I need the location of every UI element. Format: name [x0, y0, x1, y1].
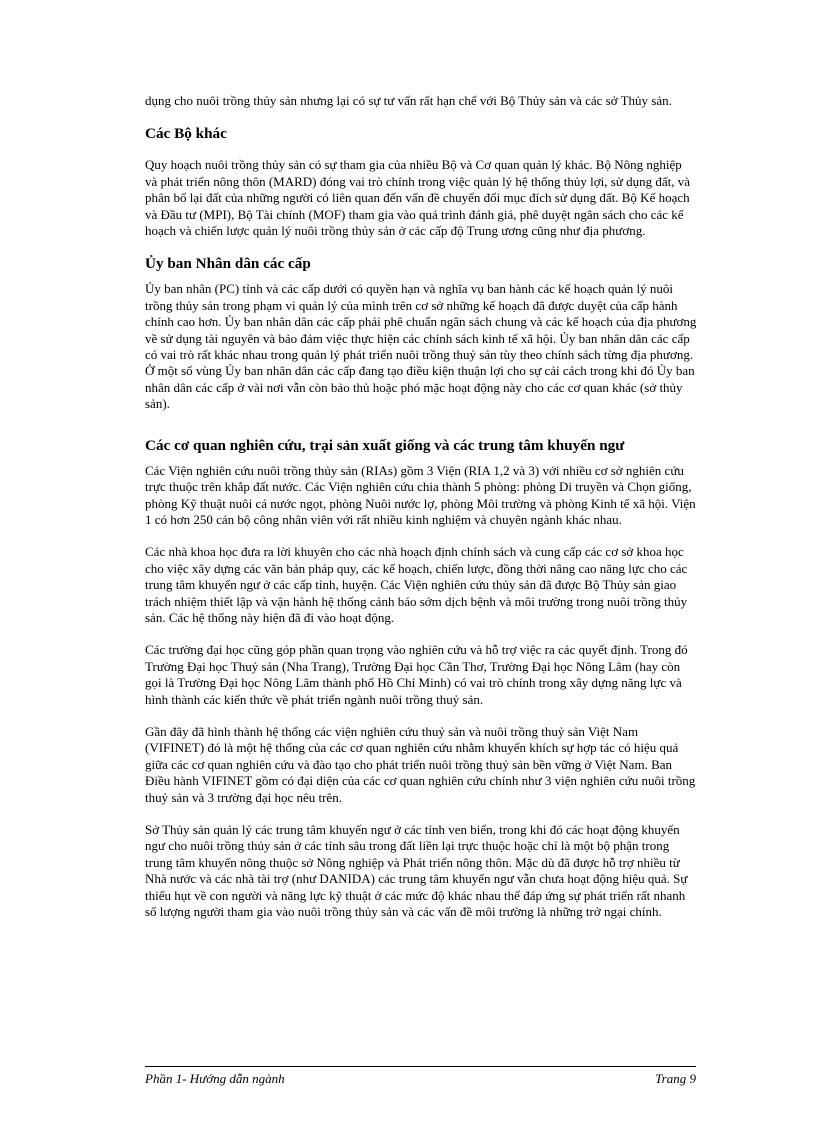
paragraph-khuyen-ngu: Sở Thủy sản quản lý các trung tâm khuyến ngư ở các tỉnh ven biển, trong khi đó các hoạt động khuyến ngư cho nuôi trồng thủy sản ở các tỉnh sâu trong đất liền lại trực thuộc hoặc chỉ là một bộ phận trong trung tâm khuyến nông thuộc sở Nông nghiệp và Phát triển nông thôn. Mặc dù đã được hỗ trợ nhiều từ Nhà nước và các nhà tài trợ (như DANIDA) các trung tâm khuyến ngư vẫn chưa hoạt động hiệu quả. Sự thiếu hụt về con người và năng lực kỹ thuật ở các mức độ khác nhau thể đáp ứng sự phát triển rất nhanh số lượng người tham gia vào nuôi trồng thủy sản và các vấn đề môi trường là những trở ngại chính. [145, 822, 688, 920]
paragraph-vifinet: Gần đây đã hình thành hệ thống các viện nghiên cứu thuỷ sản và nuôi trồng thuỷ sản Việt Nam (VIFINET) đó là một hệ thống của các cơ quan nghiên cứu nhằm khuyến khích sự hợp tác có hiệu quả giữa các cơ quan nghiên cứu và đào tạo cho phát triển nuôi trồng thuỷ sản bền vững ở Việt Nam. Ban Điều hành VIFINET gồm có đại diện của các cơ quan nghiên cứu chính như 3 viện nghiên cứu nuôi trồng thuỷ sản và 3 trường đại học nêu trên. [145, 723, 696, 805]
paragraph-nha-khoa-hoc: Các nhà khoa học đưa ra lời khuyên cho các nhà hoạch định chính sách và cung cấp các cơ sở khoa học cho việc xây dựng các văn bản pháp quy, các kế hoạch, chiến lược, đồng thời nâng cao năng lực cho các trung tâm khuyến ngư ở các cấp tỉnh, huyện. Các Viện nghiên cứu thủy sản đã được Bộ Thủy sản giao trách nhiệm thiết lập và vận hành hệ thống cảnh báo sớm dịch bệnh và môi trường trong nuôi trồng thủy sản. Các hệ thống này hiện đã đi vào hoạt động. [145, 544, 688, 625]
heading-uy-ban-nhan-dan: Ủy ban Nhân dân các cấp [145, 255, 311, 273]
page-footer [145, 1066, 696, 1087]
paragraph-truong-dai-hoc: Các trường đại học cũng góp phần quan trọng vào nghiên cứu và hỗ trợ việc ra các quyết định. Trong đó Trường Đại học Thuỷ sản (Nha Trang), Trường Đại học Cần Thơ, Trường Đại học Nông Lâm (hay còn gọi là Trường Đại học Nông Lâm thành phố Hồ Chí Minh) có vai trò chính trong xây dựng năng lực và hình thành các kiến thức về phát triển ngành nuôi trồng thuỷ sản. [145, 642, 688, 707]
heading-co-quan-nghien-cuu: Các cơ quan nghiên cứu, trại sản xuất giống và các trung tâm khuyến ngư [145, 436, 625, 454]
intro-paragraph: dụng cho nuôi trồng thủy sản nhưng lại có sự tư vấn rất hạn chế với Bộ Thủy sản và các sở Thủy sản. [145, 93, 672, 108]
paragraph-cac-bo-khac: Quy hoạch nuôi trồng thủy sản có sự tham gia của nhiều Bộ và Cơ quan quản lý khác. Bộ Nông nghiệp và phát triển nông thôn (MARD) đóng vai trò chính trong việc quản lý hệ thống thủy lợi, sử dụng đất, và phân bổ lại đất của những người có liên quan đến vấn đề chuyển đổi mục đích sử dụng đất. Bộ Kế hoạch và Đầu tư (MPI), Bộ Tài chính (MOF) tham gia vào quá trình đánh giá, phê duyệt ngân sách cho các kế hoạch và chiến lược quản lý nuôi trồng thủy sản ở các cấp độ Trung ương cũng như địa phương. [145, 157, 691, 239]
document-body [145, 93, 697, 920]
heading-cac-bo-khac: Các Bộ khác [145, 125, 227, 143]
paragraph-vien-nghien-cuu: Các Viện nghiên cứu nuôi trồng thủy sản (RIAs) gồm 3 Viện (RIA 1,2 và 3) với nhiều cơ sở nghiên cứu trực thuộc trên khắp đất nước. Các Viện nghiên cứu chia thành 5 phòng: phòng Di truyền và Chọn giống, phòng Kỹ thuật nuôi cá nước ngọt, phòng Nuôi nước lợ, phòng Môi trường và phòng Kinh tế xã hội. Viện 1 có hơn 250 cán bộ công nhân viên với rất nhiều kinh nghiệm và chuyên ngành khác nhau. [145, 462, 696, 527]
footer-page-number: Trang 9 [655, 1071, 696, 1086]
paragraph-uy-ban-nhan-dan: Ủy ban nhân (PC) tỉnh và các cấp dưới có quyền hạn và nghĩa vụ ban hành các kế hoạch quản lý nuôi trồng thủy sản trong phạm vi quản lý của mình trên cơ sở những kế hoạch đã được duyệt của cấp hành chính cao hơn. Ủy ban nhân dân các cấp phải phê chuẩn ngân sách chung và các kế hoạch của địa phương về sử dụng tài nguyên và bảo đảm việc thực hiện các chính sách kinh tế xã hội. Ủy ban nhân dân các cấp có vai trò rất khác nhau trong quản lý phát triển nuôi trồng thuỷ sản tùy theo chính sách từng địa phương. Ở một số vùng Ủy ban nhân dân các cấp đang tạo điều kiện thuận lợi cho sự cải cách trong khi đó Ủy ban nhân dân các cấp ở vài nơi vẫn còn bảo thủ hoặc phó mặc hoạt động này cho các cơ quan khác (sở thủy sản). [145, 281, 697, 412]
footer-section-title: Phần 1- Hướng dẫn ngành [145, 1071, 285, 1086]
